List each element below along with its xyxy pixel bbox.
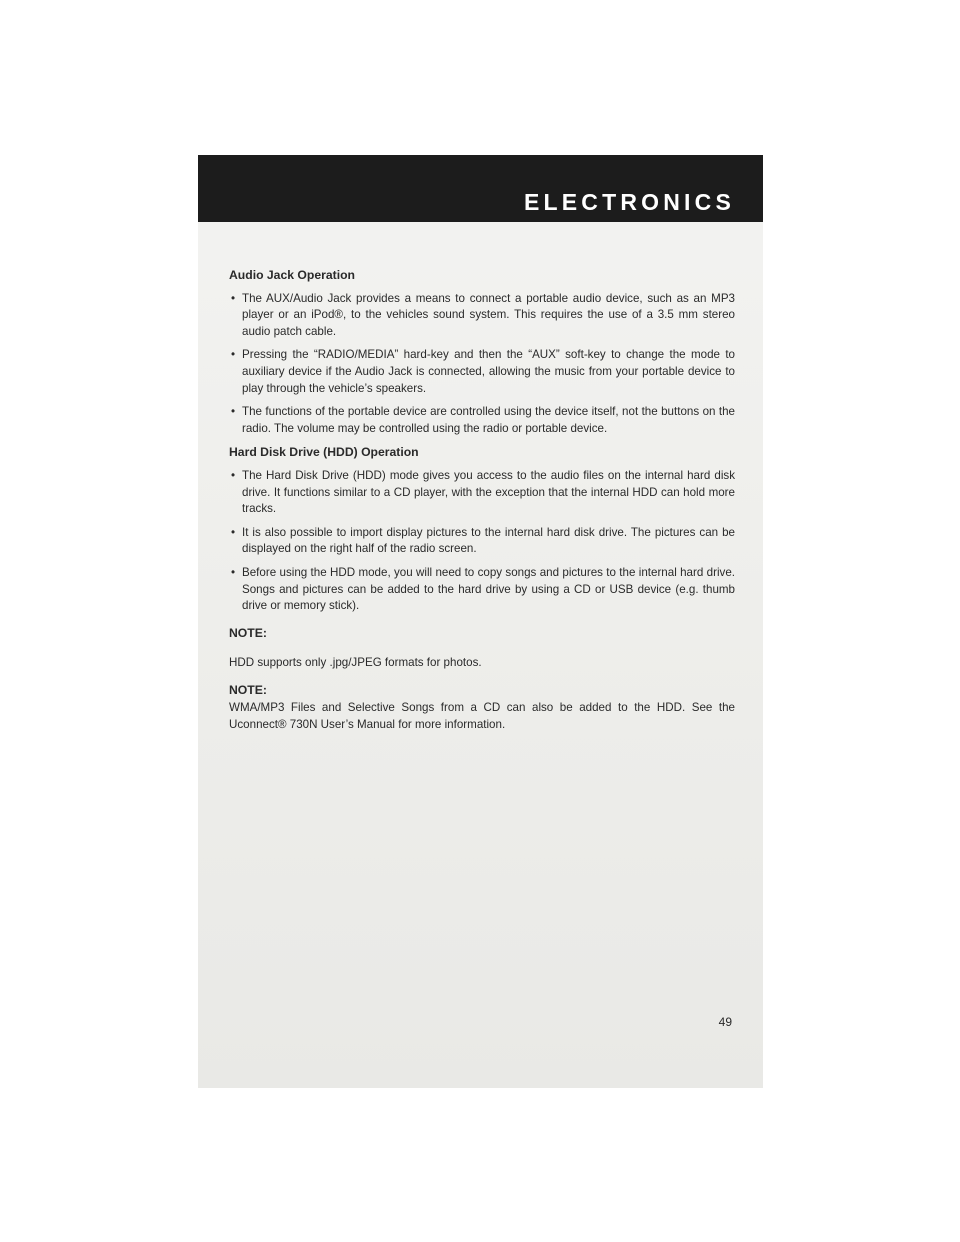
bullet-icon: • — [231, 525, 236, 539]
bullet-icon: • — [231, 405, 236, 419]
section-title: ELECTRONICS — [523, 189, 735, 215]
heading-hdd-operation: Hard Disk Drive (HDD) Operation — [229, 445, 419, 460]
note-text: WMA/MP3 Files and Selective Songs from a CD can also be added to the HDD. See the Uconnect® 730N User’s Manual for more information. — [229, 701, 735, 732]
audio-jack-bullet-list — [229, 291, 735, 438]
bullet-text: The AUX/Audio Jack provides a means to connect a portable audio device, such as an MP3 player or an iPod®, to the vehicles sound system. This requires the use of a 3.5 mm stereo audio patch cable. — [242, 291, 735, 338]
note-text: HDD supports only .jpg/JPEG formats for photos. — [229, 656, 482, 670]
heading-audio-jack-operation: Audio Jack Operation — [229, 268, 355, 282]
list-item — [229, 468, 735, 518]
list-item — [229, 404, 735, 437]
bullet-text: The Hard Disk Drive (HDD) mode gives you access to the audio files on the internal hard disk drive. It functions similar to a CD player, with the exception that the internal HDD can hold more tracks. — [242, 468, 735, 516]
hdd-bullet-list — [229, 468, 735, 615]
bullet-text: The functions of the portable device are controlled using the device itself, not the buttons on the radio. The volume may be controlled using the radio or portable device. — [242, 405, 735, 435]
list-item — [229, 525, 735, 558]
list-item — [229, 347, 735, 397]
bullet-icon: • — [231, 291, 236, 305]
bullet-text: Before using the HDD mode, you will need to copy songs and pictures to the internal hard drive. Songs and pictures can be added to the hard drive by using a CD or USB device (e.g. thumb drive or memory stick). — [242, 565, 735, 613]
bullet-icon: • — [231, 348, 236, 362]
section-header-band — [198, 155, 763, 222]
bullet-icon: • — [231, 565, 236, 579]
bullet-text: It is also possible to import display pictures to the internal hard disk drive. The pictures can be displayed on the right half of the radio screen. — [242, 525, 735, 556]
page-number: 49 — [718, 1015, 732, 1029]
note-label: NOTE: — [229, 682, 267, 697]
bullet-icon: • — [231, 468, 236, 482]
page-content — [229, 267, 735, 742]
bullet-text: Pressing the “RADIO/MEDIA” hard-key and then the “AUX” soft-key to change the mode to auxiliary device if the Audio Jack is connected, allowing the music from your portable device to play through the vehicle’s speakers. — [242, 348, 735, 395]
manual-page — [198, 155, 763, 1088]
note-label: NOTE: — [229, 625, 267, 640]
list-item — [229, 291, 735, 341]
list-item — [229, 565, 735, 615]
